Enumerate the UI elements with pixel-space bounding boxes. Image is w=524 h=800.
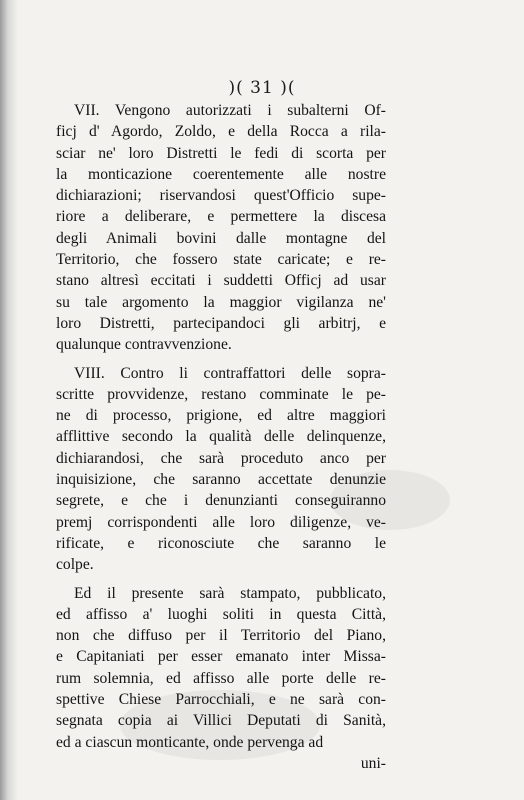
page-gutter-shadow: [0, 0, 18, 800]
text-line: rum solemnia, ed affisso alle porte delle re-: [56, 669, 386, 687]
text-line: sciar ne' loro Distretti le fedi di scorta per: [56, 144, 386, 162]
text-line: segnata copia ai Villici Deputati di Sanità,: [56, 712, 386, 730]
text-line: premj corrispondenti alle loro diligenze, ve-: [56, 513, 386, 531]
text-line: ficj d' Agordo, Zoldo, e della Rocca a rila-: [56, 123, 386, 141]
text-line: dichiarandosi, che sarà proceduto anco per: [56, 449, 386, 467]
paragraph-gap: [56, 576, 386, 583]
text-line: Territorio, che fossero state caricate; e re-: [56, 251, 386, 269]
text-line: afflittive secondo la qualità delle delinquenze,: [56, 428, 386, 446]
text-line: su tale argomento la maggior vigilanza ne': [56, 293, 386, 311]
text-line: la monticazione coerentemente alle nostre: [56, 165, 386, 183]
text-line: scritte provvidenze, restano comminate le pe-: [56, 385, 386, 403]
text-line: VIII. Contro li contraffattori delle sopra-: [74, 364, 386, 382]
paragraph-closing: [56, 583, 386, 775]
text-line: stano altresì eccitati i suddetti Officj ad usar: [56, 272, 386, 290]
text-line: Ed il presente sarà stampato, pubblicato,: [74, 584, 386, 602]
text-line: e Capitaniati per esser emanato inter Missa-: [56, 648, 386, 666]
body-text: [56, 100, 386, 774]
text-line: non che diffuso per il Territorio del Piano,: [56, 627, 386, 645]
text-line: degli Animali bovini dalle montagne del: [56, 229, 386, 247]
text-line: loro Distretti, partecipandoci gli arbitrj, e: [56, 314, 386, 332]
text-line: riore a deliberare, e permettere la discesa: [56, 208, 386, 226]
text-line: qualunque contravvenzione.: [56, 336, 232, 354]
text-line: segrete, e che i denunzianti conseguiranno: [56, 492, 386, 510]
text-line: dichiarazioni; riservandosi quest'Officio supe-: [56, 187, 386, 205]
catchword: uni-: [360, 754, 386, 772]
text-line: inquisizione, che saranno accettate denunzie: [56, 471, 386, 489]
page-number: )( 31 )(: [228, 78, 296, 98]
text-line: ed affisso a' luoghi soliti in questa Città,: [56, 605, 386, 623]
text-line: ed a ciascun monticante, onde pervenga ad: [56, 733, 324, 751]
text-line: ne di processo, prigione, ed altre maggiori: [56, 407, 386, 425]
text-line: rificate, e riconosciute che saranno le: [56, 534, 386, 552]
text-line: spettive Chiese Parrocchiali, e ne sarà con-: [56, 691, 386, 709]
text-line: colpe.: [56, 556, 94, 574]
text-line: VII. Vengono autorizzati i subalterni Of-: [74, 102, 386, 119]
paragraph-viii: [56, 363, 386, 576]
paragraph-gap: [56, 356, 386, 363]
paragraph-vii: [56, 100, 386, 356]
